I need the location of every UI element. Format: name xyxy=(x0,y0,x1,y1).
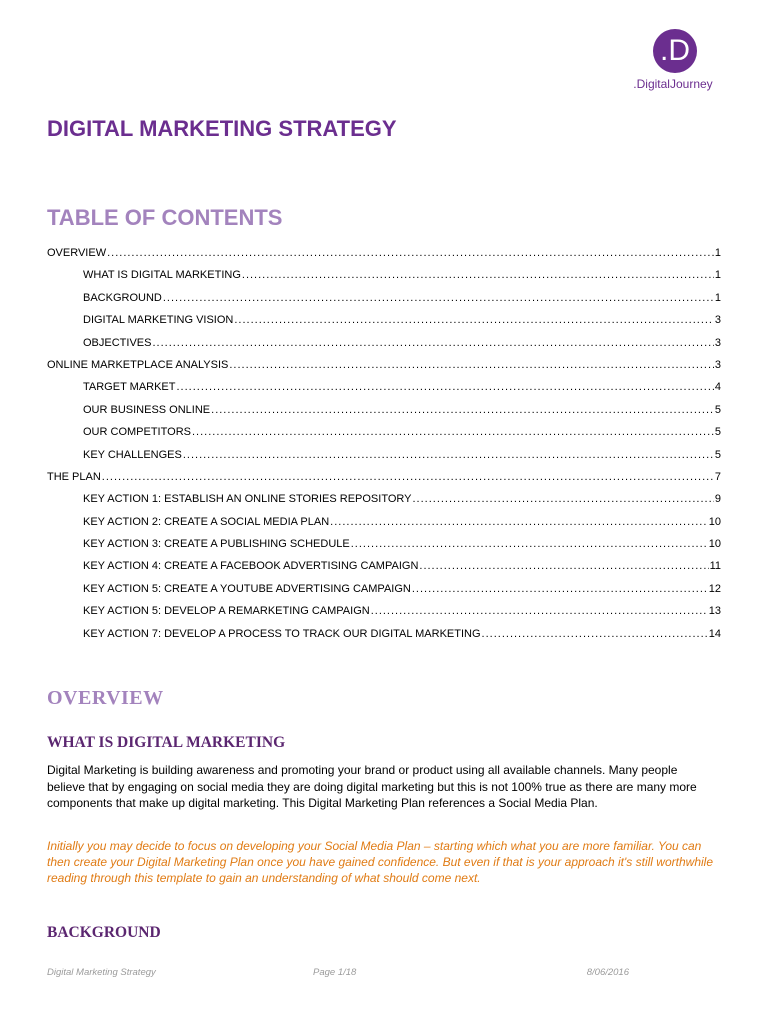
toc-dot-leader xyxy=(482,625,708,643)
toc-entry-title: TARGET MARKET xyxy=(83,381,176,394)
toc-dot-leader xyxy=(192,423,714,441)
toc-entry[interactable] xyxy=(47,580,721,602)
document-title: DIGITAL MARKETING STRATEGY xyxy=(47,116,397,141)
toc-entry-title: KEY ACTION 7: DEVELOP A PROCESS TO TRACK OUR DIGITAL MARKETING xyxy=(83,627,481,640)
toc-entry-title: KEY ACTION 2: CREATE A SOCIAL MEDIA PLAN xyxy=(83,515,330,528)
toc-entry-page: 10 xyxy=(708,538,721,551)
toc-entry-title: DIGITAL MARKETING VISION xyxy=(83,314,234,327)
toc-entry-page: 14 xyxy=(708,627,721,640)
toc-dot-leader xyxy=(412,580,708,598)
toc-entry-page: 3 xyxy=(714,358,721,371)
toc-entry-title: ONLINE MARKETPLACE ANALYSIS xyxy=(47,358,229,371)
what-is-digital-marketing-heading: WHAT IS DIGITAL MARKETING xyxy=(47,734,286,751)
toc-entry-page: 1 xyxy=(714,247,721,259)
toc-entry-title: WHAT IS DIGITAL MARKETING xyxy=(83,269,241,282)
logo-mark: .D xyxy=(653,29,697,73)
toc-entry-title: KEY ACTION 3: CREATE A PUBLISHING SCHEDULE xyxy=(83,538,350,551)
toc-entry-page: 1 xyxy=(714,291,721,304)
toc-title: TABLE OF CONTENTS xyxy=(47,205,283,230)
toc-entry[interactable] xyxy=(47,602,721,624)
toc-entry-page: 12 xyxy=(708,582,721,595)
toc-entry-title: KEY ACTION 5: CREATE A YOUTUBE ADVERTISING CAMPAIGN xyxy=(83,582,411,595)
logo-wordmark xyxy=(626,77,720,91)
logo-text-prefix: .Digital xyxy=(633,77,670,91)
toc-dot-leader xyxy=(163,289,714,307)
toc-entry[interactable] xyxy=(47,244,721,266)
toc-dot-leader xyxy=(351,535,708,553)
toc-entry-page: 4 xyxy=(714,381,721,394)
toc-entry-page: 3 xyxy=(714,336,721,349)
footer-date: 8/06/2016 xyxy=(586,967,629,978)
toc-entry-page: 11 xyxy=(709,560,721,573)
toc-entry-page: 3 xyxy=(714,314,721,327)
toc-entry-title: OUR BUSINESS ONLINE xyxy=(83,403,211,416)
overview-paragraph: Digital Marketing is building awareness and promoting your brand or product using all available channels. Many people believe that by engaging on social media they are doing digital marketing but this is not 100% true as there are many more components that make up digital marketing. This Digital Marketing Plan references a Social Media Plan. xyxy=(47,763,697,810)
toc-entry-page: 9 xyxy=(714,493,721,506)
toc-entry-page: 5 xyxy=(714,426,721,439)
logo-text-suffix: Journey xyxy=(669,77,713,91)
table-of-contents xyxy=(47,244,721,647)
toc-entry[interactable] xyxy=(47,378,721,400)
toc-entry[interactable] xyxy=(47,311,721,333)
toc-dot-leader xyxy=(330,513,708,531)
toc-dot-leader xyxy=(419,557,708,575)
toc-entry[interactable] xyxy=(47,625,721,647)
toc-entry-title: KEY ACTION 5: DEVELOP A REMARKETING CAMPAIGN xyxy=(83,605,370,618)
toc-entry[interactable] xyxy=(47,334,721,356)
toc-dot-leader xyxy=(177,378,714,396)
toc-entry[interactable] xyxy=(47,468,721,490)
toc-entry-title: THE PLAN xyxy=(47,470,101,483)
toc-entry-title: OBJECTIVES xyxy=(83,336,152,349)
toc-dot-leader xyxy=(102,468,714,486)
toc-entry-title: KEY ACTION 4: CREATE A FACEBOOK ADVERTISING CAMPAIGN xyxy=(83,560,419,573)
toc-entry[interactable] xyxy=(47,535,721,557)
toc-entry[interactable] xyxy=(47,557,721,579)
toc-dot-leader xyxy=(229,356,714,374)
toc-dot-leader xyxy=(242,266,714,284)
toc-entry-title: BACKGROUND xyxy=(83,291,162,304)
toc-entry[interactable] xyxy=(47,513,721,535)
toc-entry-page: 1 xyxy=(714,269,721,282)
toc-entry-page: 5 xyxy=(714,448,721,461)
toc-dot-leader xyxy=(107,244,714,262)
toc-dot-leader xyxy=(412,490,713,508)
toc-dot-leader xyxy=(234,311,714,329)
toc-entry[interactable] xyxy=(47,266,721,288)
toc-entry[interactable] xyxy=(47,423,721,445)
toc-dot-leader xyxy=(211,401,714,419)
footer-page-number: Page 1/18 xyxy=(313,967,357,978)
toc-entry-title: KEY ACTION 1: ESTABLISH AN ONLINE STORIES REPOSITORY xyxy=(83,493,412,506)
toc-entry[interactable] xyxy=(47,490,721,512)
toc-entry[interactable] xyxy=(47,446,721,468)
toc-entry[interactable] xyxy=(47,356,721,378)
digital-journey-logo xyxy=(630,29,720,91)
toc-dot-leader xyxy=(183,446,714,464)
page-footer xyxy=(47,967,629,983)
toc-entry-title: OVERVIEW xyxy=(47,247,107,259)
toc-dot-leader xyxy=(371,602,708,620)
toc-entry-title: OUR COMPETITORS xyxy=(83,426,191,439)
toc-entry-page: 5 xyxy=(714,403,721,416)
toc-entry-page: 7 xyxy=(714,470,721,483)
background-heading: BACKGROUND xyxy=(47,924,161,941)
toc-entry-page: 10 xyxy=(708,515,721,528)
toc-entry[interactable] xyxy=(47,289,721,311)
toc-dot-leader xyxy=(152,334,713,352)
toc-entry-page: 13 xyxy=(708,605,721,618)
toc-entry-title: KEY CHALLENGES xyxy=(83,448,182,461)
toc-entry[interactable] xyxy=(47,401,721,423)
guidance-note: Initially you may decide to focus on developing your Social Media Plan – starting which what you are more familiar. You can then create your Digital Marketing Plan once you have gained confidence. But even if that is your approach it's still worthwhile reading through this template to gain an understanding of what should come next. xyxy=(47,839,713,886)
overview-heading: OVERVIEW xyxy=(47,687,164,709)
footer-document-name: Digital Marketing Strategy xyxy=(47,967,156,978)
